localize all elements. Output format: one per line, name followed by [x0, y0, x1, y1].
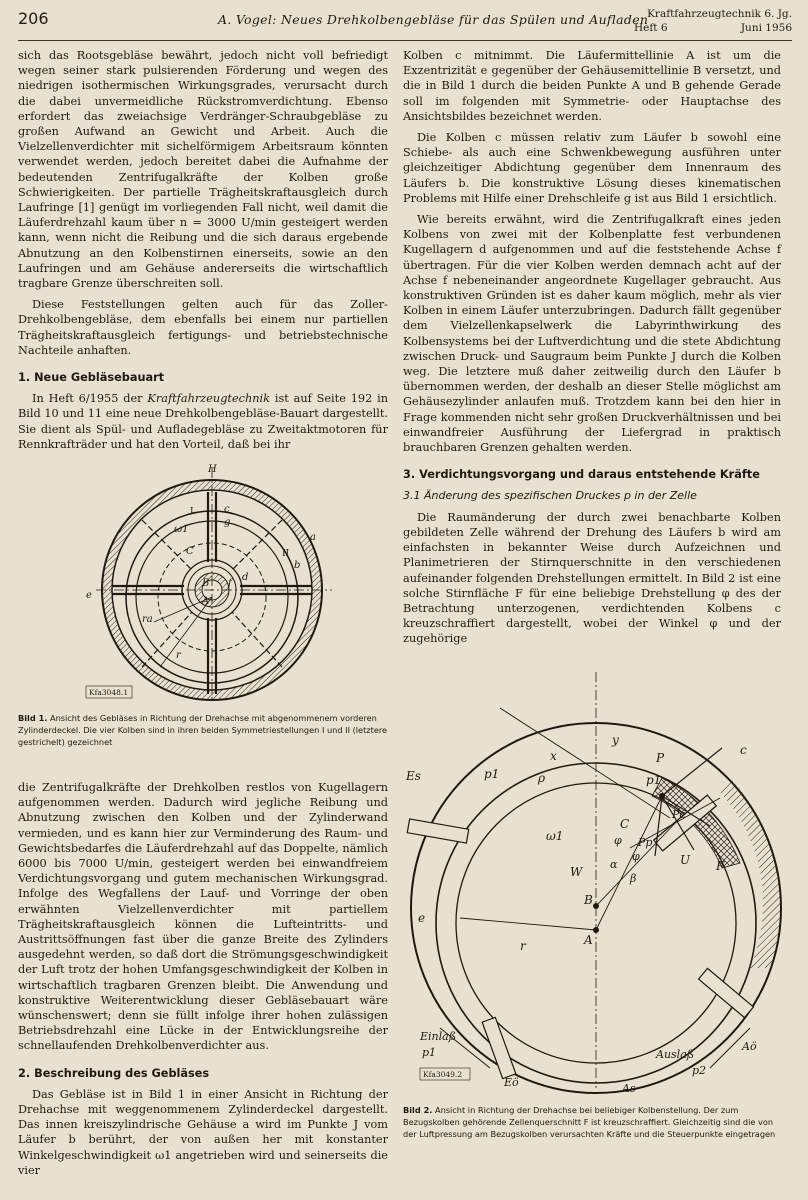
label-omega: ω1: [174, 524, 189, 535]
right-column: [403, 48, 781, 653]
figure-stamp: Kfa3049.2: [423, 1070, 463, 1079]
label-F: F: [716, 859, 725, 873]
label-phi-1: φ: [614, 834, 622, 847]
label-P: P: [656, 751, 665, 765]
paragraph: Wie bereits erwähnt, wird die Zentrifugalkraft eines jeden Kolbens von zwei mit der Kolbenplatte fest verbundenen Kugellagern d aufgenommen und auf die feststehende Achse f übertragen. Für die vier Kolben werden demnach acht auf der Achse f nebeneinander angeordnete Kugellager gebraucht. Aus konstruktiven Gründen ist es daher kaum möglich, mehr als vier Kolben in einem Läufer unterzubringen. Dadurch fällt gegenüber dem Vielzellenkapselwerk die Labyrinthwirkung des Kolbensystems bei der Luftverdichtung und die stete Abdichtung zwischen Druck- und Saugraum beim Punkte J durch die Kolben weg. Die letztere muß daher zeitweilig durch den Läufer b übernommen werden, der deshalb an dieser Stelle möglichst am Gehäusezylinder anlaufen muß. Trotzdem kann bei den hier in Frage kommenden nicht sehr großen Druckverhältnissen und bei einwandfreier Ausführung der Liefergrad in praktisch brauchbaren Grenzen gehalten werden.: [403, 213, 781, 455]
label-rho: ρ: [538, 771, 546, 785]
label-A: A: [202, 596, 210, 607]
label-a: a: [310, 532, 316, 543]
paragraph: die Zentrifugalkräfte der Drehkolben restlos von Kugellagern aufgenommen werden. Dadurch wird jegliche Reibung und Abnutzung zwischen den Kolben und der Zylinderwand vermieden, und es kann hier zur Verminderung des Raum- und Gewichtsbedarfes die Läuferdrehzahl auf das Doppelte, nämlich 6000 bis 7000 U/min, gesteigert werden bei einwandfreiem Verdichtungsvorgang und gutem mechanischen Wirkungsgrad. Infolge des Wegfallens der Lauf- und Vorringe der oben erwähnten Vielzellenverdichter mit partiellem Trägheitskraftausgleich können die Lufteintritts- und Austrittsöffnungen fast über die ganze Breite des Zylinders ausgedehnt werden, so daß dort die Strömungsgeschwindigkeit der Luft trotz der hohen Umfangsgeschwindigkeit der Kolben in wirtschaftlich tragbaren Grenzen bleibt. Die Anwendung und konstruktive Weiterentwicklung dieser Gebläsebauart wäre wünschenswert; denn sie füllt infolge ihrer hohen zulässigen Betriebsdrehzahl eine Lücke in der Entwicklungsreihe der schnellaufenden Drehkolbenverdichter aus.: [18, 781, 388, 1053]
left-column-upper: [18, 48, 388, 458]
label-B: B: [202, 578, 210, 589]
label-e: e: [86, 590, 92, 601]
label-p1-left: p1: [484, 767, 500, 781]
label-B: B: [584, 893, 593, 907]
running-title: A. Vogel: Neues Drehkolbengebläse für das Spülen und Aufladen: [218, 12, 649, 27]
page-number: 206: [18, 9, 49, 28]
label-phi-2: φ: [632, 850, 640, 863]
label-omega: ω1: [546, 829, 564, 843]
label-H: H: [208, 464, 217, 475]
label-auslass: Auslaß: [656, 1048, 695, 1061]
label-Pp: Pp: [638, 836, 653, 849]
section-heading: 1. Neue Gebläsebauart: [18, 371, 165, 385]
section-heading: 2. Beschreibung des Gebläses: [18, 1066, 210, 1080]
label-U: U: [680, 853, 691, 867]
label-einlass: Einlaß: [420, 1030, 457, 1043]
paragraph: Die Raumänderung der durch zwei benachbarte Kolben gebildeten Zelle während der Drehung des Läufers b wird am einfachsten in bekannter Weise durch Aufzeichnen und Planimetrieren der Stirnquerschnitte in den verschiedenen aufeinander folgenden Drehstellungen ermittelt. In Bild 2 ist eine solche Stirnfläche F für eine beliebige Drehstellung φ des der Betrachtung unterzogenen, verdichtenden Kolbens c kreuzschraffiert dargestellt, wobei der Winkel φ und der zugehörige: [403, 510, 781, 646]
paragraph: sich das Rootsgebläse bewährt, jedoch nicht voll befriedigt wegen seiner stark pulsierenden Förderung und wegen des niedrigen isothermischen Wirkungsgrades, verursacht durch die dabei unvermeidliche Rückstromverdichtung. Ebenso erfordert das zweiachsige Verdränger-Schraubgebläse zu großen Aufwand an Gewicht und Arbeit. Auch die Vielzellenverdichter mit sichelförmigem Arbeitsraum könnten verwendet werden, jedoch bereitet dabei die Aufnahme der bedeutenden Zentrifugalkräfte der Kolben große Schwierigkeiten. Der partielle Trägheitskraftausgleich durch Laufringe [1] genügt im vorliegenden Fall nicht, weil damit die Läuferdrehzahl kaum über n = 3000 U/min gesteigert werden kann, wenn nicht die Reibung und die sich daraus ergebende Abnutzung an den Kolbenstirnen einerseits, sowie an den Laufringen und am Gehäuse andererseits die wirtschaftlich tragbare Grenze überschreiten soll.: [18, 49, 388, 291]
paragraph: Die Kolben c müssen relativ zum Läufer b sowohl eine Schiebe- als auch eine Schwenkbewegung ausführen unter gleichzeitiger Abdichtung gegenüber dem Innenraum des Läufers b. Die konstruktive Lösung dieses kinematischen Problems mit Hilfe einer Drehschleife g ist aus Bild 1 ersichtlich.: [403, 131, 781, 205]
figure-1-caption: Bild 1. Ansicht des Gebläses in Richtung der Drehachse mit abgenommenem vorderen Zylinderdeckel. Die vier Kolben sind in ihren beiden Symmetriestellungen I und II (letztere gestrichelt) gezeichnet: [18, 713, 388, 747]
label-c: c: [740, 743, 747, 757]
label-C: C: [186, 546, 194, 557]
label-alpha: α: [610, 858, 618, 871]
label-Es: Es: [406, 769, 421, 783]
journal-name: Kraftfahrzeugtechnik 6. Jg.: [647, 8, 792, 20]
label-II: II: [282, 549, 290, 559]
label-b: b: [294, 560, 301, 571]
label-p2: p2: [692, 1064, 707, 1077]
paragraph: Das Gebläse ist in Bild 1 in einer Ansicht in Richtung der Drehachse mit weggenommenem Zylinderdeckel dargestellt. Das innen kreiszylindrische Gehäuse a wird im Punkte J vom Läufer b berührt, der von außen her mit konstanter Winkelgeschwindigkeit ω1 angetrieben wird und seinerseits die vier: [18, 1087, 388, 1177]
paragraph: In Heft 6/1955 der Kraftfahrzeugtechnik ist auf Seite 192 in Bild 10 und 11 eine neue Drehkolbengebläse-Bauart dargestellt. Sie dient als Spül- und Aufladegebläse zu Zweitaktmotoren für Rennkrafträder und hat den Vorteil, daß bei ihr: [18, 392, 389, 451]
journal-date: Juni 1956: [740, 22, 792, 34]
label-Pc: Pc: [672, 808, 686, 821]
running-header: [18, 6, 792, 41]
label-C: C: [620, 817, 630, 831]
figure-stamp: Kfa3048.1: [89, 688, 129, 697]
label-r: r: [520, 939, 526, 953]
label-p1-inlet: p1: [422, 1046, 437, 1059]
left-column-lower: [18, 780, 388, 1184]
paragraph: Kolben c mitnimmt. Die Läufermittellinie A ist um die Exzentrizität e gegenüber der Gehäusemittellinie B versetzt, und die in Bild 1 durch die beiden Punkte A und B gehende Gerade soll im folgenden mit Symmetrie- oder Hauptachse des Ansichtsbildes bezeichnet werden.: [403, 49, 781, 123]
journal-reference: Kraftfahrzeugtechnik: [147, 392, 270, 406]
journal-issue: Heft 6: [634, 22, 668, 34]
label-c: c: [224, 504, 230, 515]
label-r: r: [176, 650, 181, 661]
label-x: x: [550, 749, 557, 763]
label-I: I: [190, 507, 194, 517]
label-W: W: [570, 865, 583, 879]
label-y: y: [612, 733, 619, 747]
label-d: d: [242, 572, 249, 583]
label-f: f: [228, 578, 232, 589]
label-beta: β: [630, 872, 637, 885]
label-Eo: Eö: [504, 1076, 519, 1089]
subsection-heading: 3.1 Änderung des spezifischen Druckes p in der Zelle: [403, 489, 697, 503]
label-ra: ra: [142, 614, 153, 625]
label-Ao: Aö: [742, 1040, 757, 1053]
section-heading: 3. Verdichtungsvorgang und daraus entstehende Kräfte: [403, 468, 760, 482]
figure-2-drawing: [400, 668, 800, 1098]
label-p1-right: p1: [646, 773, 662, 787]
paragraph: Diese Feststellungen gelten auch für das Zoller-Drehkolbengebläse, dem ebenfalls bei einem nur partiellen Trägheitskraftausgleich fertigungs- und betriebstechnische Nachteile anhaften.: [18, 298, 388, 357]
label-As: As: [622, 1082, 636, 1095]
label-e: e: [418, 911, 426, 925]
figure-1-drawing: [82, 462, 350, 708]
figure-2-caption: Bild 2. Ansicht in Richtung der Drehachse bei beliebiger Kolbenstellung. Der zum Bezugskolben gehörende Zellenquerschnitt F ist kreuzschraffiert. Gleichzeitig sind die von der Luftpressung am Bezugskolben verursachten Kräfte und die Steuerpunkte eingetragen: [403, 1105, 776, 1139]
label-g: g: [224, 517, 231, 528]
label-A: A: [584, 933, 593, 947]
